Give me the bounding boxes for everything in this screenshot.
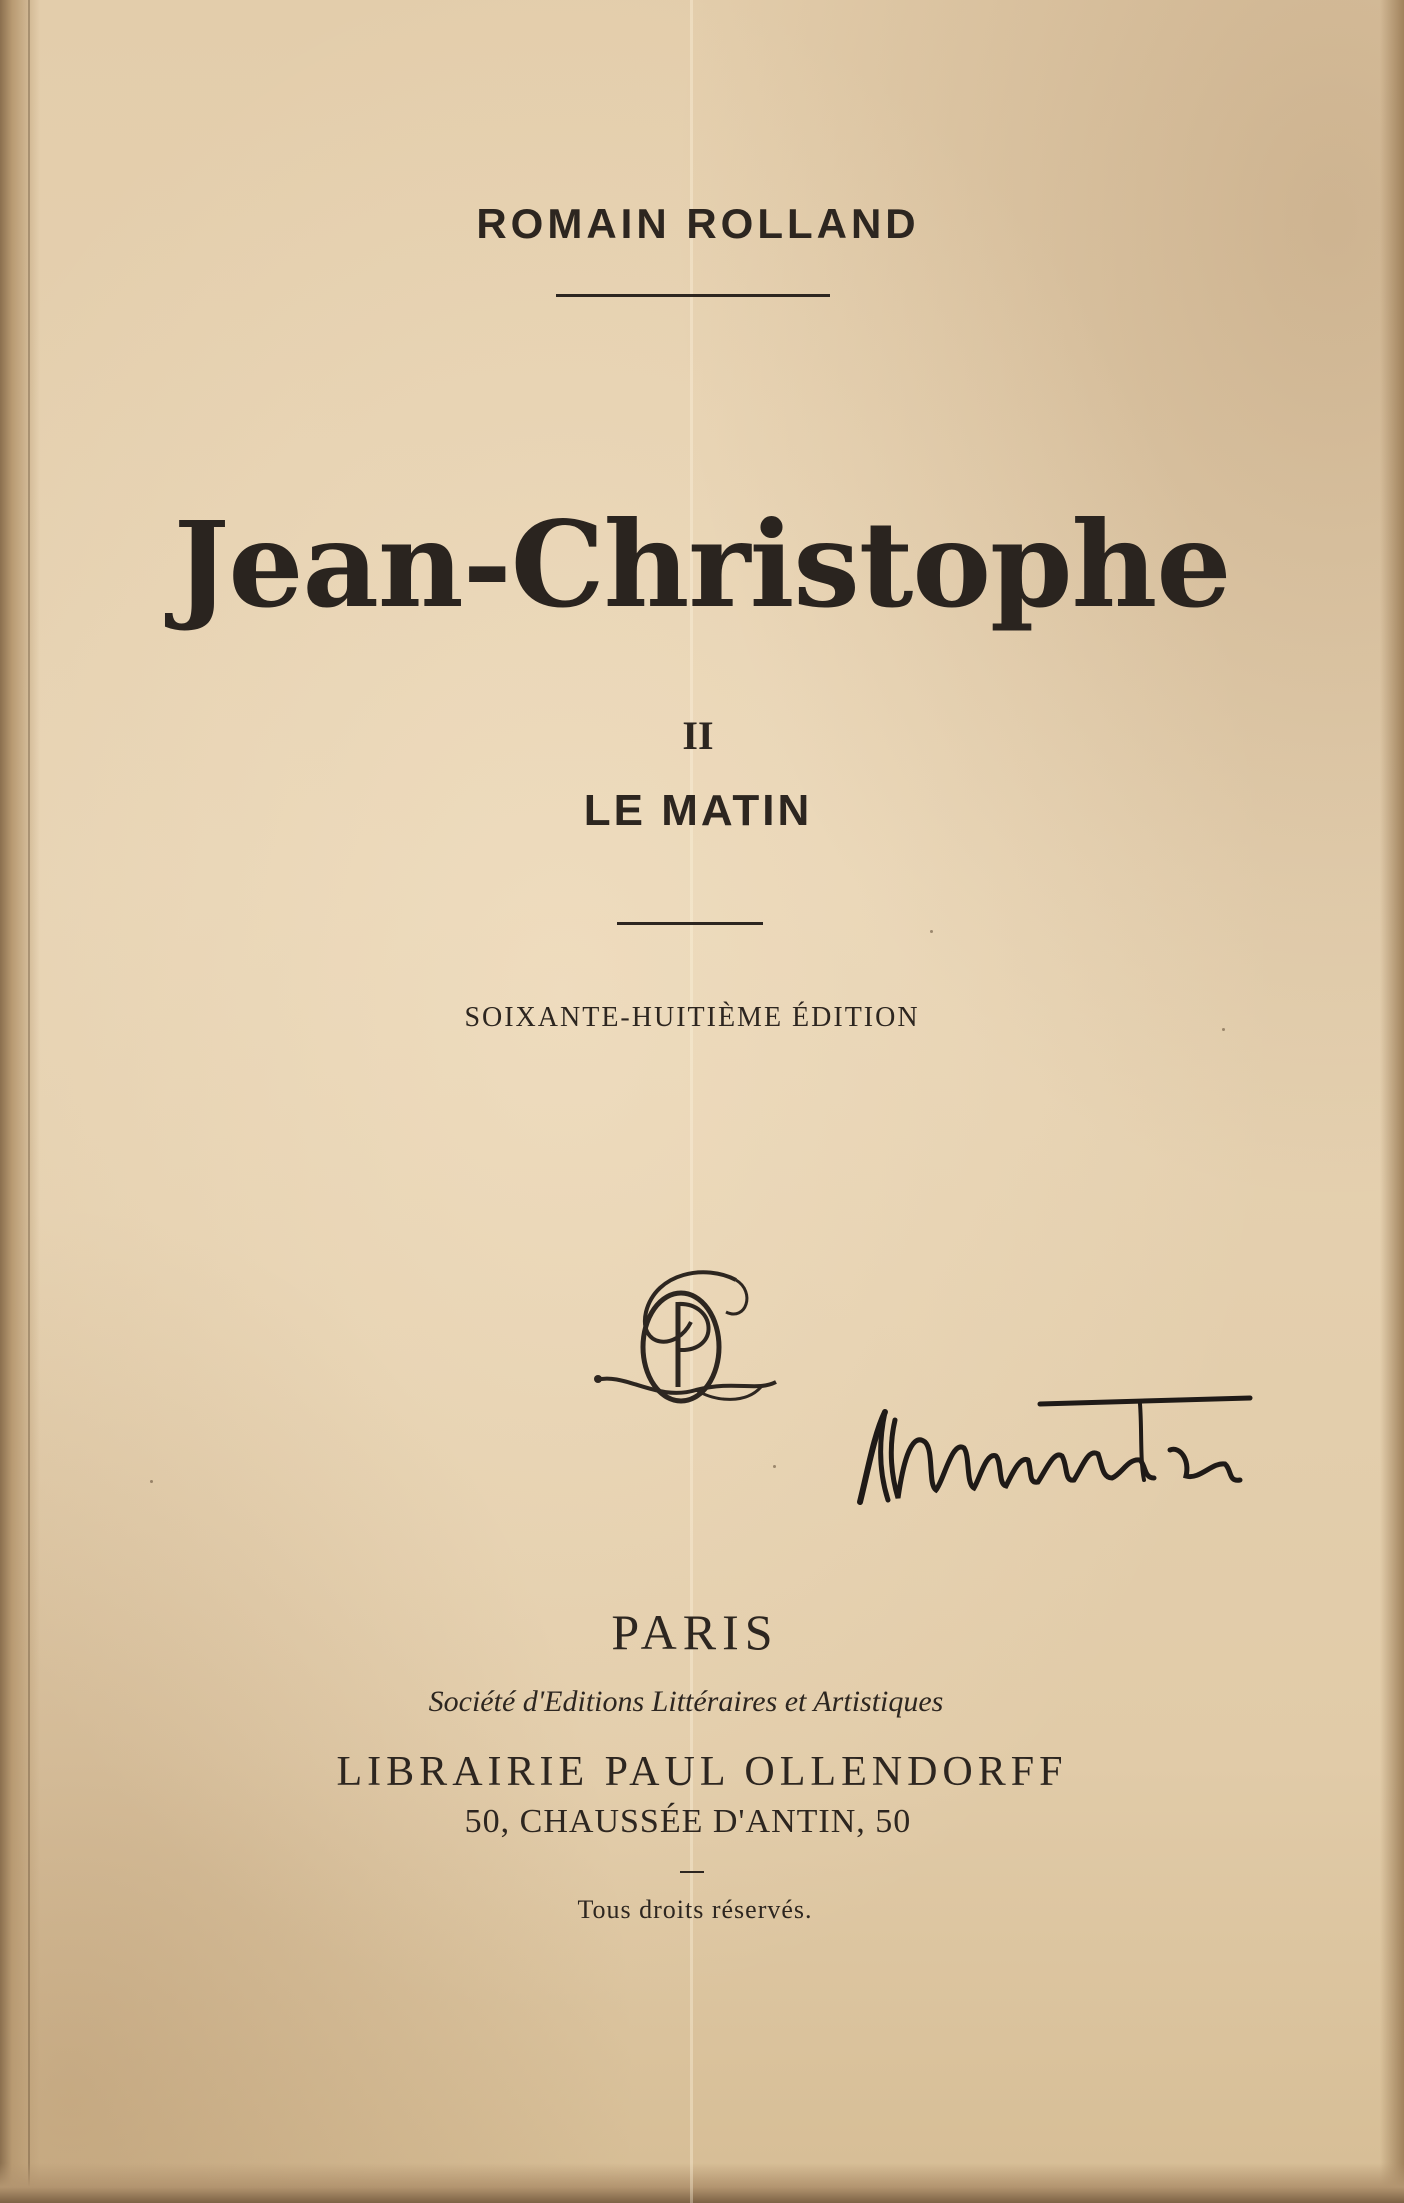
rights-notice: Tous droits réservés. xyxy=(577,1895,813,1924)
volume-number: II xyxy=(682,713,714,758)
handwritten-signature xyxy=(840,1390,1260,1530)
book-title: Jean-Christophe xyxy=(173,495,1231,634)
publisher-address: 50, CHAUSSÉE D'ANTIN, 50 xyxy=(464,1803,912,1840)
page-bottom-edge xyxy=(0,2163,1404,2203)
binding-line xyxy=(28,0,30,2203)
divider-rule xyxy=(556,294,830,297)
divider-rule xyxy=(617,922,763,925)
page-right-edge xyxy=(1380,0,1404,2203)
volume-subtitle: LE MATIN xyxy=(583,786,813,835)
paper-speck xyxy=(150,1480,153,1483)
publisher-society: Société d'Editions Littéraires et Artistiques xyxy=(428,1685,944,1718)
divider-rule xyxy=(680,1871,704,1873)
paper-speck xyxy=(773,1465,776,1468)
publisher-name: LIBRAIRIE PAUL OLLENDORFF xyxy=(336,1749,1068,1795)
edition-statement: SOIXANTE-HUITIÈME ÉDITION xyxy=(464,1002,920,1033)
publisher-monogram-icon xyxy=(586,1262,786,1422)
page-left-edge xyxy=(0,0,40,2203)
author-name: ROMAIN ROLLAND xyxy=(476,200,920,247)
paper-speck xyxy=(930,930,933,933)
imprint-city: PARIS xyxy=(611,1604,779,1660)
